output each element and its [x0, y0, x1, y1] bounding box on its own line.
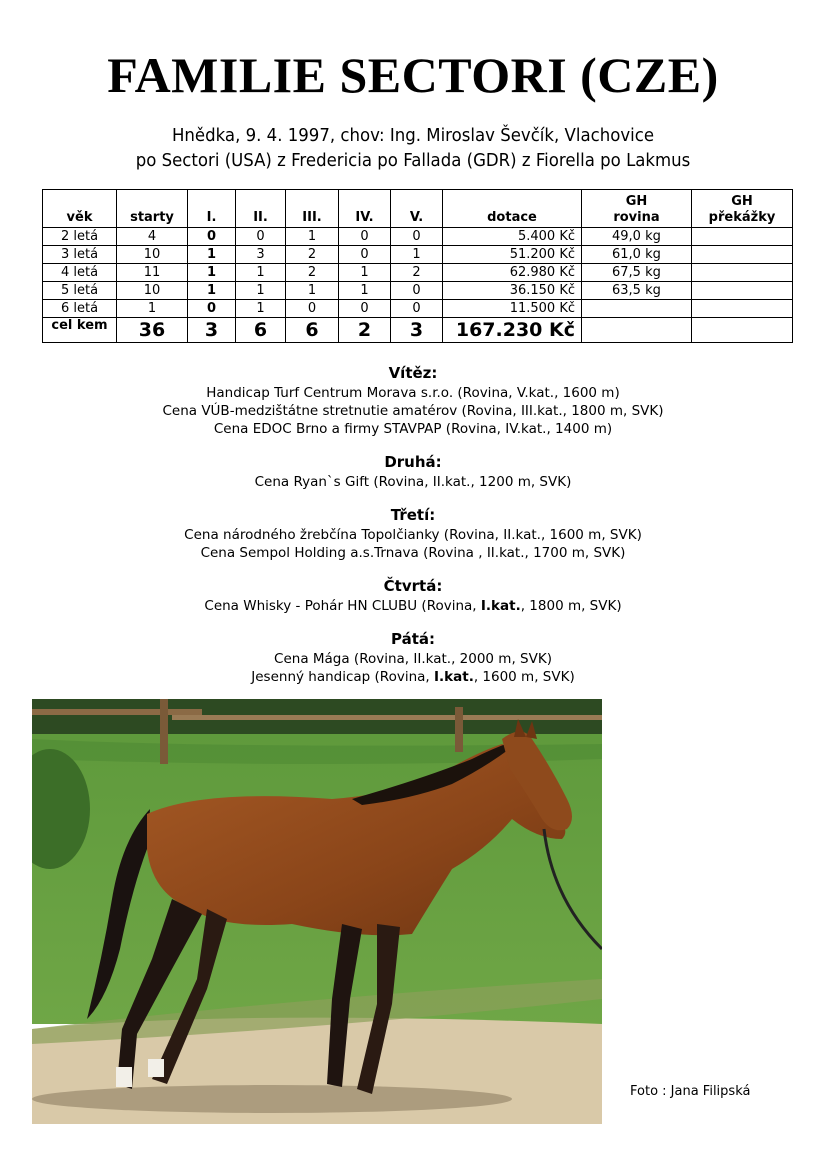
cell-gh-flat: 63,5 kg [582, 282, 692, 300]
cell-total-place-2: 6 [236, 318, 286, 343]
table-total-row [43, 318, 793, 343]
cell-gh-jump [692, 264, 793, 282]
cell-gh-jump [692, 246, 793, 264]
third-heading: Třetí: [390, 506, 436, 524]
table-header-row [43, 190, 793, 228]
cell-age: 4 letá [43, 264, 117, 282]
cell-prize: 5.400 Kč [443, 228, 582, 246]
cell-starts: 11 [117, 264, 188, 282]
cell-place-3: 1 [286, 228, 339, 246]
fifth-race-category: I.kat. [434, 669, 474, 685]
cell-place-1: 0 [188, 228, 236, 246]
winner-heading: Vítěz: [388, 364, 438, 382]
cell-gh-flat: 49,0 kg [582, 228, 692, 246]
fourth-race-category: I.kat. [480, 598, 521, 614]
cell-starts: 4 [117, 228, 188, 246]
table-row [43, 282, 793, 300]
cell-place-4: 0 [339, 246, 391, 264]
cell-starts: 1 [117, 300, 188, 318]
cell-starts: 10 [117, 246, 188, 264]
table-row [43, 264, 793, 282]
cell-total-label: cel kem [43, 318, 117, 343]
race-stats-table [42, 189, 793, 343]
cell-total-gh-flat [582, 318, 692, 343]
header-place-4: IV. [339, 190, 391, 228]
fourth-heading: Čtvrtá: [383, 577, 443, 595]
header-gh-jump [692, 190, 793, 228]
cell-starts: 10 [117, 282, 188, 300]
cell-place-3: 2 [286, 246, 339, 264]
cell-age: 6 letá [43, 300, 117, 318]
fifth-heading: Pátá: [390, 630, 435, 648]
cell-prize: 11.500 Kč [443, 300, 582, 318]
header-place-3: III. [286, 190, 339, 228]
cell-place-2: 3 [236, 246, 286, 264]
cell-place-1: 1 [188, 282, 236, 300]
winner-race: Cena EDOC Brno a firmy STAVPAP (Rovina, IV.kat., 1400 m) [213, 421, 613, 437]
cell-place-1: 1 [188, 246, 236, 264]
cell-age: 5 letá [43, 282, 117, 300]
photo-credit: Foto : Jana Filipská [630, 1084, 751, 1099]
cell-age: 3 letá [43, 246, 117, 264]
winner-race: Cena VÚB-medzištátne stretnutie amatérov (Rovina, III.kat., 1800 m, SVK) [162, 403, 664, 419]
fourth-race [0, 597, 826, 615]
fourth-race-post: , 1800 m, SVK) [520, 598, 622, 614]
cell-place-5: 1 [391, 246, 443, 264]
header-gh-flat [582, 190, 692, 228]
race-results [0, 362, 826, 686]
cell-place-1: 0 [188, 300, 236, 318]
fifth-race-pre: Jesenný handicap (Rovina, [251, 669, 434, 685]
cell-gh-flat: 67,5 kg [582, 264, 692, 282]
second-heading: Druhá: [384, 453, 442, 471]
fifth-race [0, 668, 826, 686]
cell-total-prize: 167.230 Kč [443, 318, 582, 343]
cell-gh-flat [582, 300, 692, 318]
header-gh-flat-line1: GH [625, 194, 648, 209]
header-gh-jump-line1: GH [731, 194, 753, 209]
second-race: Cena Ryan`s Gift (Rovina, II.kat., 1200 m, SVK) [254, 474, 572, 490]
cell-gh-flat: 61,0 kg [582, 246, 692, 264]
subtitle-pedigree: po Sectori (USA) z Fredericia po Fallada (GDR) z Fiorella po Lakmus [135, 150, 691, 171]
cell-total-place-4: 2 [339, 318, 391, 343]
cell-place-4: 0 [339, 300, 391, 318]
cell-place-2: 1 [236, 300, 286, 318]
cell-place-4: 1 [339, 282, 391, 300]
header-prize: dotace [443, 190, 582, 228]
header-place-1: I. [188, 190, 236, 228]
cell-total-gh-jump [692, 318, 793, 343]
cell-place-5: 0 [391, 228, 443, 246]
cell-place-3: 0 [286, 300, 339, 318]
header-gh-flat-line2: rovina [613, 210, 660, 225]
table-row [43, 300, 793, 318]
subtitle-birth-breeder: Hnědka, 9. 4. 1997, chov: Ing. Miroslav Ševčík, Vlachovice [171, 125, 655, 146]
winner-race: Handicap Turf Centrum Morava s.r.o. (Rovina, V.kat., 1600 m) [206, 385, 620, 401]
cell-place-3: 2 [286, 264, 339, 282]
fourth-race-pre: Cena Whisky - Pohár HN CLUBU (Rovina, [204, 598, 481, 614]
horse-photo [32, 699, 602, 1124]
fifth-race: Cena Mága (Rovina, II.kat., 2000 m, SVK) [274, 651, 552, 667]
cell-total-place-5: 3 [391, 318, 443, 343]
header-place-2: II. [236, 190, 286, 228]
cell-gh-jump [692, 300, 793, 318]
cell-total-place-1: 3 [188, 318, 236, 343]
cell-place-2: 1 [236, 282, 286, 300]
cell-place-4: 0 [339, 228, 391, 246]
fifth-race-post: , 1600 m, SVK) [473, 669, 575, 685]
cell-total-starts: 36 [117, 318, 188, 343]
cell-prize: 51.200 Kč [443, 246, 582, 264]
page-title: FAMILIE SECTORI (CZE) [107, 47, 719, 103]
cell-place-5: 0 [391, 300, 443, 318]
table-row [43, 228, 793, 246]
cell-place-4: 1 [339, 264, 391, 282]
header-gh-jump-line2: překážky [708, 210, 776, 225]
third-race: Cena Sempol Holding a.s.Trnava (Rovina , II.kat., 1700 m, SVK) [200, 545, 626, 561]
third-race: Cena národného žrebčína Topolčianky (Rovina, II.kat., 1600 m, SVK) [184, 527, 642, 543]
cell-gh-jump [692, 282, 793, 300]
cell-place-1: 1 [188, 264, 236, 282]
header-age: věk [43, 190, 117, 228]
cell-place-2: 1 [236, 264, 286, 282]
cell-place-3: 1 [286, 282, 339, 300]
header-starts: starty [117, 190, 188, 228]
cell-prize: 62.980 Kč [443, 264, 582, 282]
cell-total-place-3: 6 [286, 318, 339, 343]
header-place-5: V. [391, 190, 443, 228]
table-row [43, 246, 793, 264]
cell-place-5: 2 [391, 264, 443, 282]
cell-gh-jump [692, 228, 793, 246]
cell-age: 2 letá [43, 228, 117, 246]
cell-place-5: 0 [391, 282, 443, 300]
cell-prize: 36.150 Kč [443, 282, 582, 300]
cell-place-2: 0 [236, 228, 286, 246]
